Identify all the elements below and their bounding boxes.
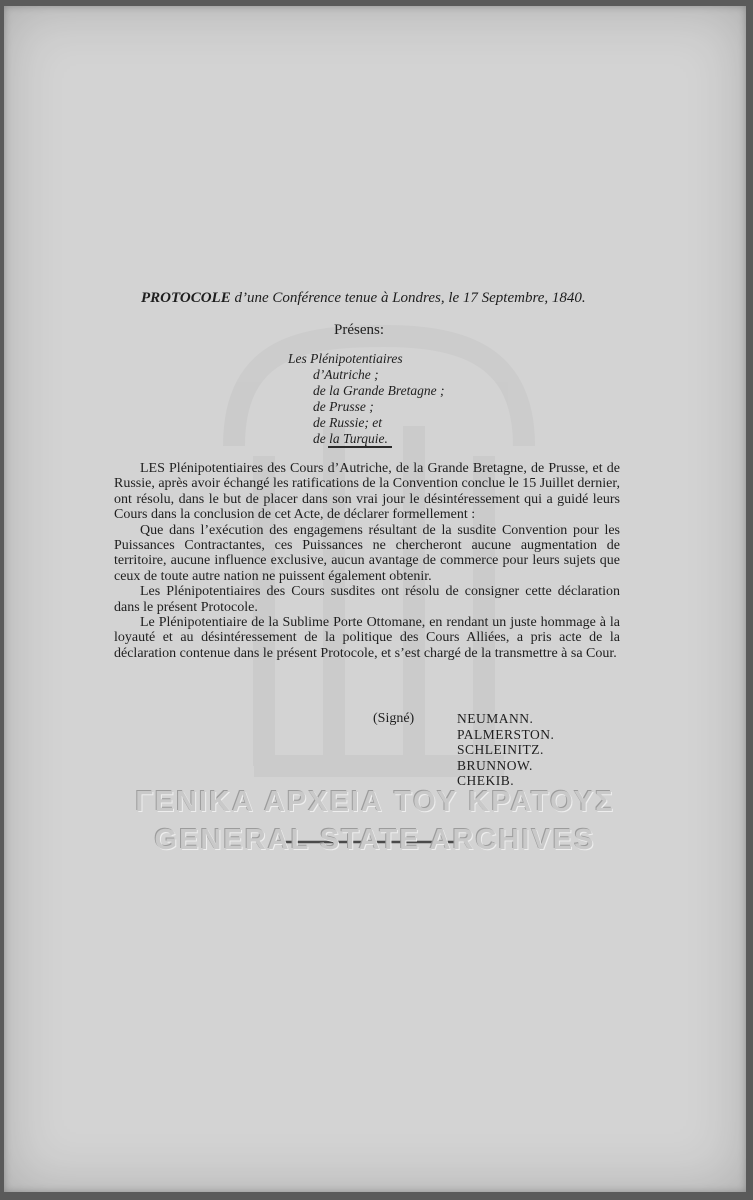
signatories-list bbox=[457, 711, 554, 789]
plenipotentiary-line: de Russie; et bbox=[313, 415, 382, 430]
document-page bbox=[4, 6, 746, 1192]
signed-label: (Signé) bbox=[373, 711, 415, 726]
plenipotentiary-line: de la Grande Bretagne ; bbox=[313, 383, 445, 398]
body-paragraph: Que dans l’exécution des engagemens résultant de la susdite Convention pour les Puissances Contractantes, ces Puissances ne chercheront aucune augmentation de territoire, aucune influence exclusive, aucun avantage de commerce pour leurs sujets que ceux de toute autre nation ne puissent également obtenir. bbox=[114, 522, 620, 584]
protocol-body bbox=[114, 461, 620, 661]
protocol-title bbox=[141, 290, 621, 307]
signatory-name: SCHLEINITZ. bbox=[457, 742, 544, 757]
signatory-name: CHEKIB. bbox=[457, 773, 515, 788]
signatory-name: BRUNNOW. bbox=[457, 757, 533, 773]
watermark-latin: GENERAL STATE ARCHIVES bbox=[154, 824, 596, 856]
divider-rule bbox=[328, 446, 392, 448]
body-paragraph: Le Plénipotentiaire de la Sublime Porte Ottomane, en rendant un juste hommage à la loyauté et au désintéressement de la politique des Cours Alliées, a pris acte de la déclaration contenue dans le présent Protocole, et s’est chargé de la transmettre à sa Cour. bbox=[114, 615, 620, 661]
plenipotentiaries-list bbox=[288, 351, 444, 447]
body-paragraph: Les Plénipotentiaires des Cours susdites ont résolu de consigner cette déclaration dans le présent Protocole. bbox=[114, 584, 620, 615]
plenipotentiary-line: de Prusse ; bbox=[313, 399, 374, 414]
title-lead: PROTOCOLE bbox=[141, 290, 231, 306]
signatory-name: NEUMANN. bbox=[457, 711, 534, 726]
plenipotentiary-line: d’Autriche ; bbox=[313, 367, 379, 382]
present-heading: Présens: bbox=[334, 322, 384, 338]
watermark-greek: ΓΕΝΙΚΑ ΑΡΧΕΙΑ ΤΟΥ ΚΡΑΤΟΥΣ bbox=[135, 786, 615, 818]
title-rest: d’une Conférence tenue à Londres, le 17 Septembre, 1840. bbox=[234, 290, 586, 306]
signatory-name: PALMERSTON. bbox=[457, 726, 555, 742]
plenipotentiary-line: de la Turquie. bbox=[313, 431, 388, 446]
plenipotentiaries-intro: Les Plénipotentiaires bbox=[288, 351, 403, 366]
body-paragraph: LES Plénipotentiaires des Cours d’Autriche, de la Grande Bretagne, de Prusse, et de Russie, après avoir échangé les ratifications de la Convention conclue le 15 Juillet dernier, ont résolu, dans le but de placer dans son vrai jour le désintéressement qui a guidé leurs Cours dans la conclusion de cet Acte, de déclarer formellement : bbox=[114, 461, 620, 523]
